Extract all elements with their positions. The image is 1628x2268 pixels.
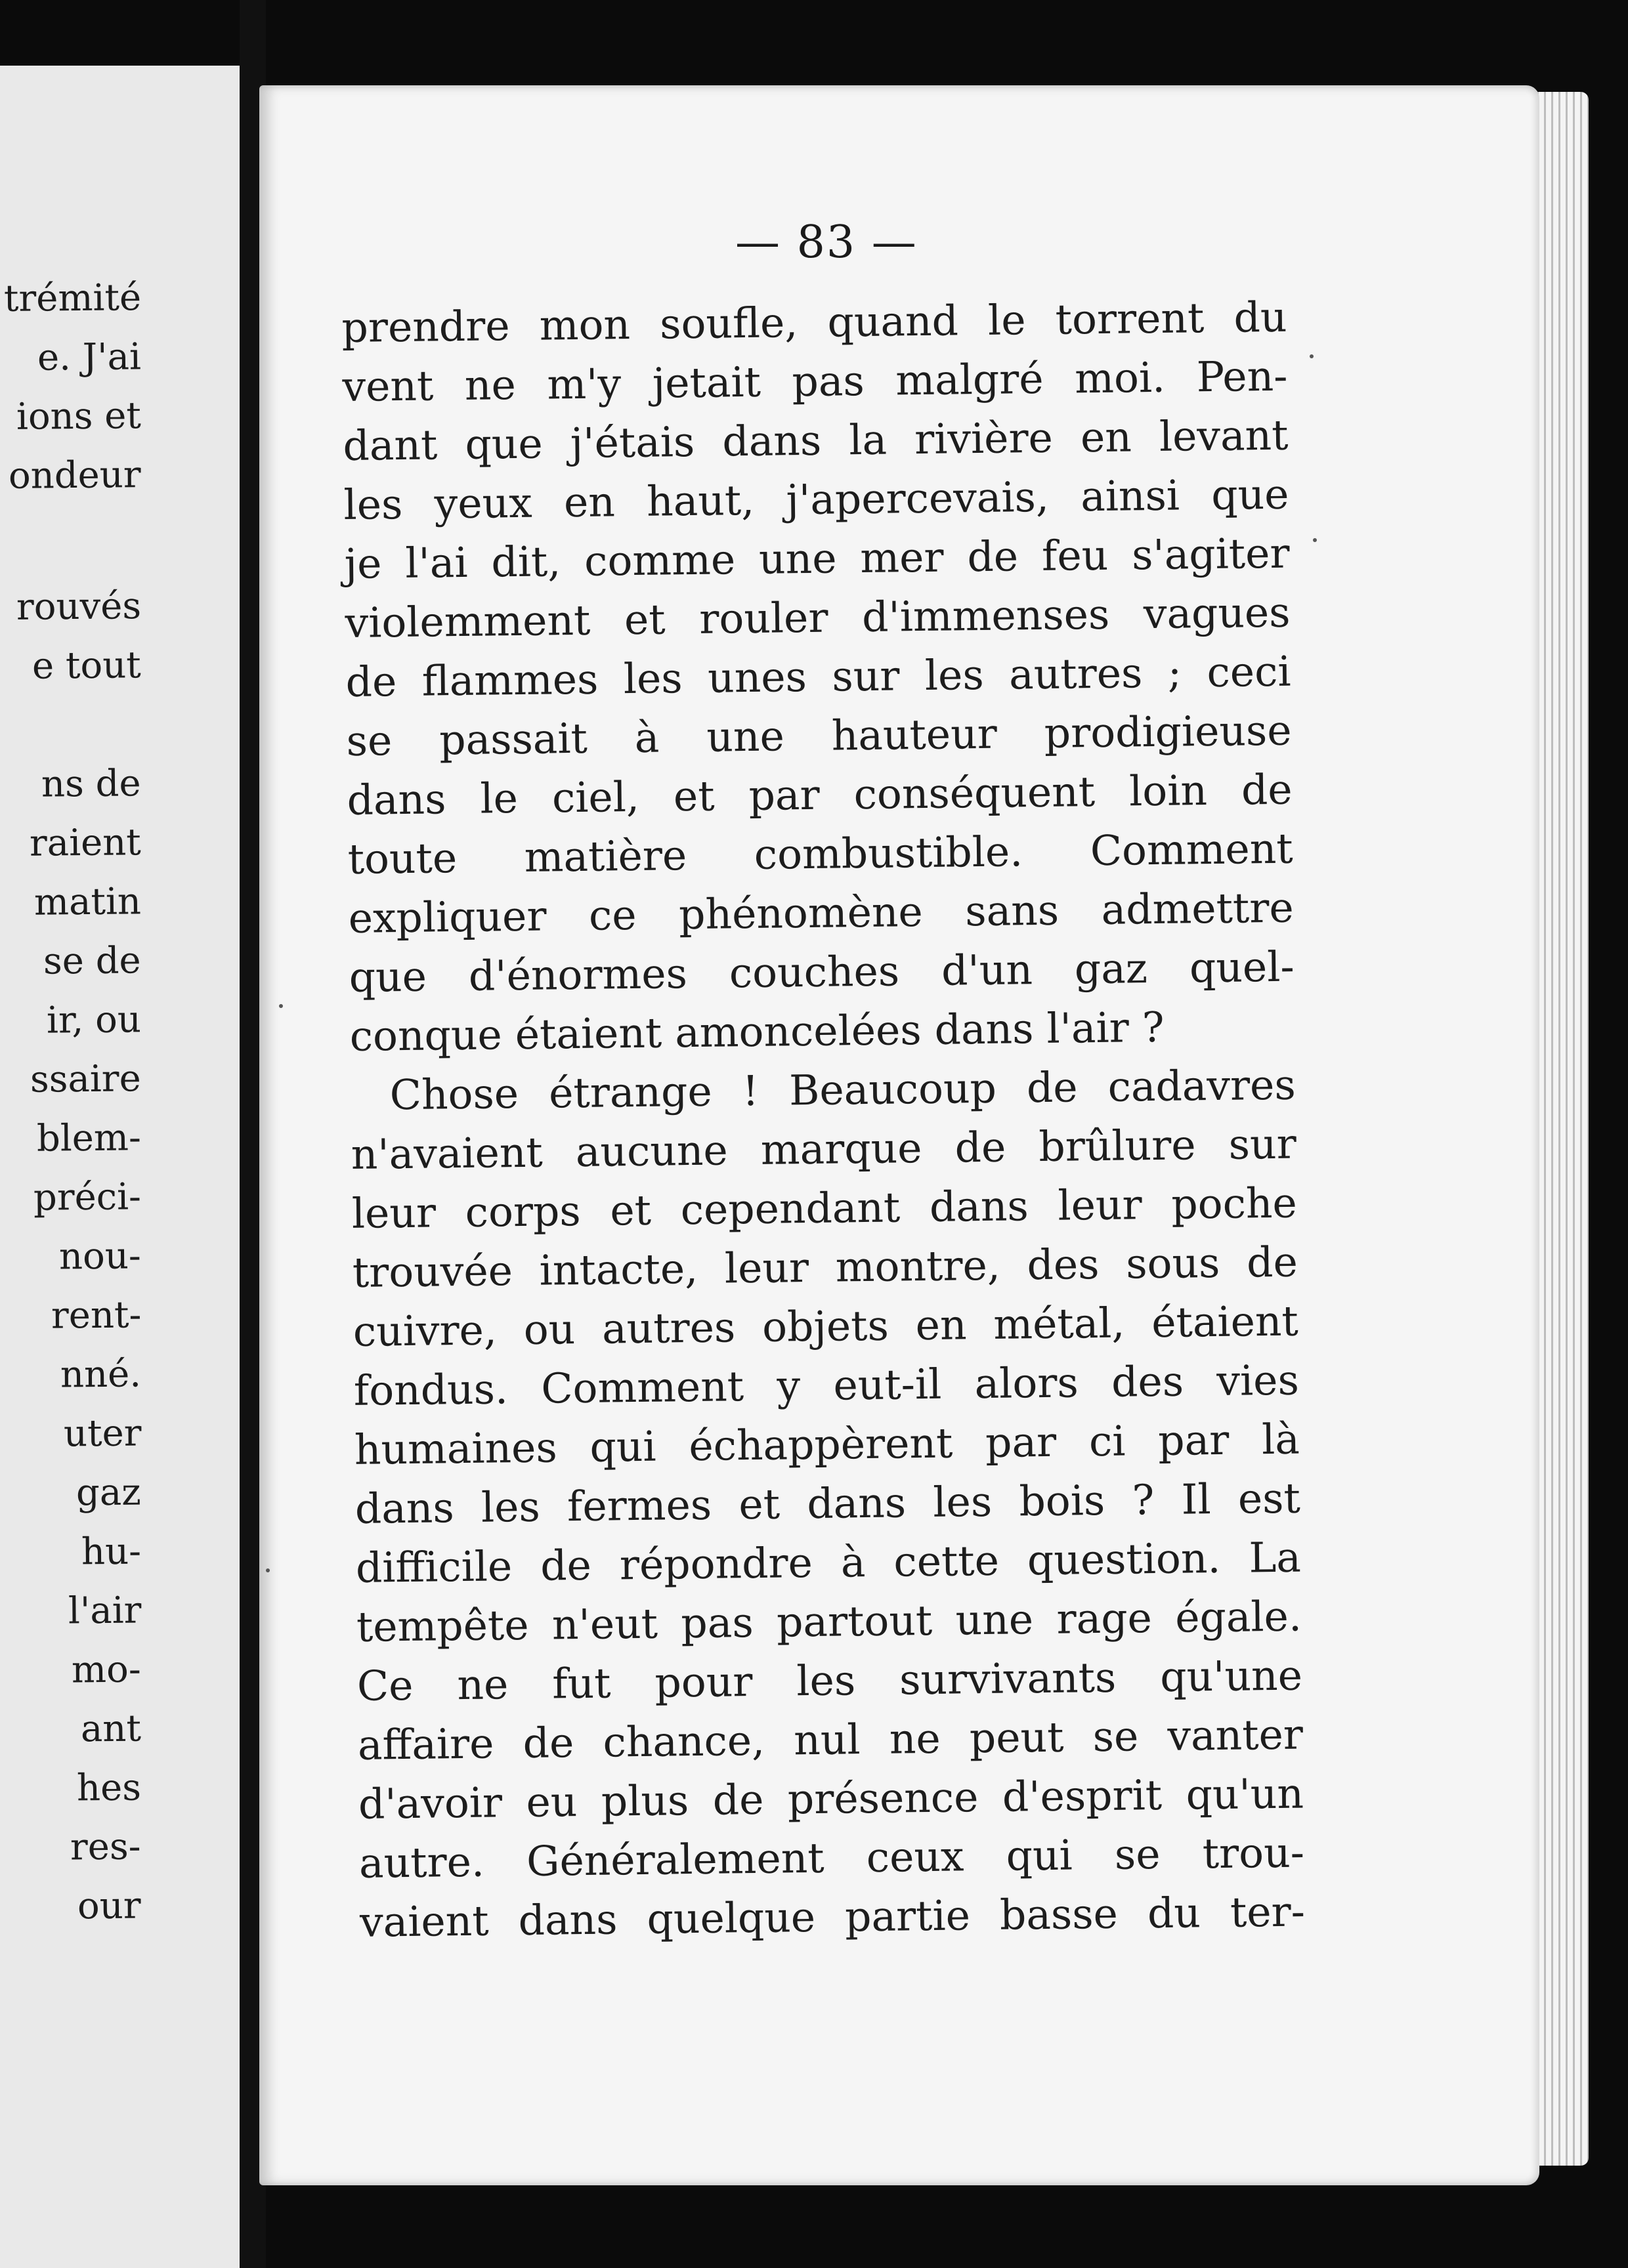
left-page-line: l'air bbox=[68, 1589, 142, 1633]
text-line: que d'énormes couches d'un gaz quel- bbox=[349, 942, 1295, 1001]
text-line: trouvée intacte, leur montre, des sous de bbox=[352, 1238, 1298, 1297]
left-page-line: raient bbox=[29, 821, 142, 865]
page-body-text bbox=[341, 288, 1305, 1952]
left-page-line: uter bbox=[63, 1412, 142, 1456]
left-page-line: hes bbox=[76, 1766, 142, 1810]
left-page-line: ant bbox=[80, 1707, 142, 1751]
left-page-line: ir, ou bbox=[46, 998, 142, 1042]
left-page-line: gaz bbox=[75, 1471, 142, 1515]
text-line: les yeux en haut, j'apercevais, ainsi que bbox=[343, 470, 1289, 529]
text-line: toute matière combustible. Comment bbox=[347, 824, 1294, 883]
text-line: expliquer ce phénomène sans admettre bbox=[348, 883, 1295, 942]
text-line: tempête n'eut pas partout une rage égale. bbox=[356, 1592, 1302, 1651]
text-line: difficile de répondre à cette question. La bbox=[355, 1533, 1302, 1592]
text-line: d'avoir eu plus de présence d'esprit qu'un bbox=[358, 1769, 1304, 1828]
text-line: se passait à une hauteur prodigieuse bbox=[346, 706, 1292, 765]
text-line: cuivre, ou autres objets en métal, étaient bbox=[353, 1297, 1299, 1356]
left-page-line: res- bbox=[70, 1825, 142, 1869]
left-page-line: nné. bbox=[60, 1353, 142, 1396]
text-line: vaient dans quelque partie basse du ter- bbox=[359, 1887, 1306, 1946]
text-line: Ce ne fut pour les survivants qu'une bbox=[356, 1651, 1303, 1710]
left-page-line: rent- bbox=[51, 1293, 142, 1337]
text-line: leur corps et cependant dans leur poche bbox=[351, 1179, 1298, 1238]
text-line: dant que j'étais dans la rivière en levant bbox=[343, 411, 1289, 470]
text-line: Chose étrange ! Beaucoup de cadavres bbox=[389, 1060, 1296, 1120]
left-page-line: rouvés bbox=[16, 585, 142, 629]
ink-speck bbox=[1313, 538, 1317, 542]
left-page-line: ions et bbox=[16, 394, 142, 438]
left-page-line: nou- bbox=[58, 1234, 142, 1278]
ink-speck bbox=[1310, 354, 1314, 358]
text-line: vent ne m'y jetait pas malgré moi. Pen- bbox=[342, 352, 1288, 411]
text-line: violemment et rouler d'immenses vagues bbox=[345, 588, 1291, 647]
text-line: fondus. Comment y eut-il alors des vies bbox=[353, 1356, 1300, 1415]
left-page-line: matin bbox=[33, 880, 142, 924]
left-page-line: blem- bbox=[36, 1116, 142, 1160]
text-line: conque étaient amoncelées dans l'air ? bbox=[349, 1003, 1165, 1060]
left-page-line: our bbox=[77, 1884, 142, 1928]
text-line: dans le ciel, et par conséquent loin de bbox=[347, 765, 1293, 824]
left-page-line: trémité bbox=[3, 276, 142, 320]
left-page-line: se de bbox=[43, 939, 142, 983]
left-facing-page bbox=[0, 66, 240, 2268]
left-page-line: ns de bbox=[41, 762, 142, 806]
left-page-line: ondeur bbox=[9, 453, 142, 497]
left-page-line: préci- bbox=[33, 1175, 142, 1219]
text-line: autre. Généralement ceux qui se trou- bbox=[358, 1828, 1305, 1887]
left-page-line: ssaire bbox=[30, 1057, 142, 1101]
ink-speck bbox=[279, 1004, 283, 1008]
left-page-line: hu- bbox=[81, 1530, 142, 1574]
text-line: de flammes les unes sur les autres ; ceci bbox=[345, 647, 1291, 706]
text-line: affaire de chance, nul ne peut se vanter bbox=[357, 1710, 1304, 1769]
left-page-line: mo- bbox=[71, 1648, 142, 1692]
text-line: n'avaient aucune marque de brûlure sur bbox=[351, 1120, 1297, 1179]
left-page-line: e. J'ai bbox=[37, 335, 142, 379]
text-line: humaines qui échappèrent par ci par là bbox=[354, 1415, 1300, 1474]
left-page-line: e tout bbox=[32, 644, 142, 688]
text-line: dans les fermes et dans les bois ? Il est bbox=[354, 1474, 1301, 1533]
ink-speck bbox=[266, 1568, 270, 1572]
page-number: — 83 — bbox=[735, 217, 918, 268]
text-line: prendre mon soufle, quand le torrent du bbox=[341, 293, 1287, 352]
text-line: je l'ai dit, comme une mer de feu s'agiter bbox=[344, 529, 1290, 588]
